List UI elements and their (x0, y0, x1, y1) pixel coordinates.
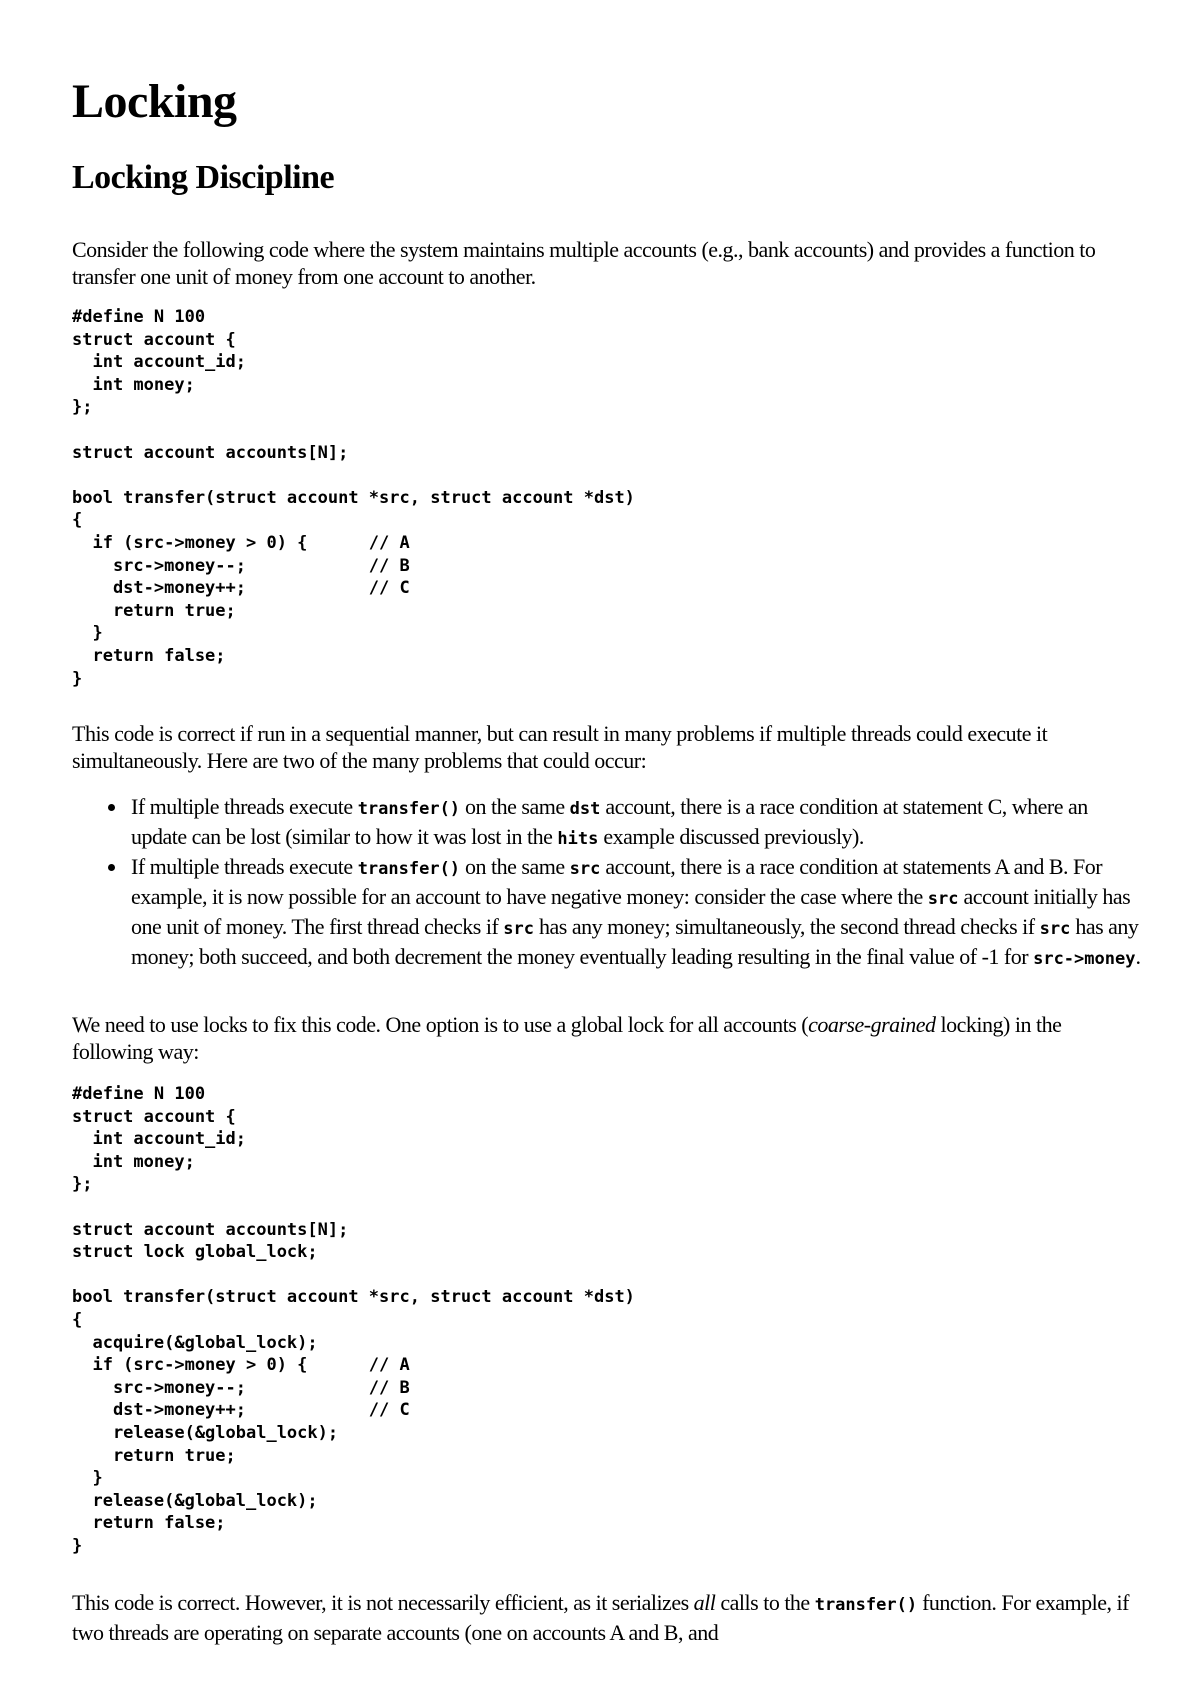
intro-paragraph: Consider the following code where the system maintains multiple accounts (e.g., bank accounts) and provides a function to transfer one unit of money from one account to another. (72, 237, 1096, 289)
code-block-global-lock: #define N 100 struct account { int account_id; int money; }; struct account accounts[N]; struct lock global_lock; bool transfer(struct account *src, struct account *dst) { acquire(&global_lock); if (src->money > 0) { // A src->money--; // B dst->money++; // C release(&global_lock); return true; } release(&global_lock); return false; } (72, 1084, 635, 1556)
page-title: Locking (72, 75, 237, 128)
inline-code: src (569, 859, 601, 879)
inline-code: hits (557, 829, 599, 849)
list-item: If multiple threads execute transfer() on the same dst account, there is a race condition at statement C, where an update can be lost (similar to how it was lost in the hits example discussed previously). (72, 793, 1142, 853)
efficiency-paragraph: This code is correct. However, it is not necessarily efficient, as it serializes all calls to the transfer() function. For example, if two threads are operating on separate accounts (one on accounts A and B, and (72, 1590, 1129, 1645)
inline-code: src->money (1033, 949, 1136, 969)
section-heading: Locking Discipline (72, 159, 335, 196)
bullet-dot (108, 804, 115, 811)
emphasis: all (693, 1590, 716, 1615)
inline-code: dst (569, 799, 601, 819)
code-block-transfer: #define N 100 struct account { int account_id; int money; }; struct account accounts[N]; bool transfer(struct account *src, struct account *dst) { if (src->money > 0) { // A src->money--; // B dst->money++; // C return true; } return false; } (72, 307, 635, 689)
inline-code: src (927, 889, 959, 909)
emphasis: coarse-grained (808, 1012, 936, 1037)
problem-list (72, 793, 1142, 973)
inline-code: src (1039, 919, 1071, 939)
inline-code: transfer() (357, 799, 461, 819)
problem-paragraph: This code is correct if run in a sequential manner, but can result in many problems if multiple threads could execute it simultaneously. Here are two of the many problems that could occur: (72, 721, 1048, 773)
locking-paragraph: We need to use locks to fix this code. One option is to use a global lock for all accounts (coarse-grained locking) in the following way: (72, 1012, 1062, 1064)
list-item: If multiple threads execute transfer() on the same src account, there is a race condition at statements A and B. For example, it is now possible for an account to have negative money: consider the case where the src account initially has one unit of money. The first thread checks if src has any money; simultaneously, the second thread checks if src has any money; both succeed, and both decrement the money eventually leading resulting in the final value of -1 for src->money. (72, 853, 1142, 973)
bullet-dot (108, 864, 115, 871)
inline-code: transfer() (814, 1595, 918, 1615)
inline-code: src (503, 919, 534, 939)
inline-code: transfer() (357, 859, 461, 879)
